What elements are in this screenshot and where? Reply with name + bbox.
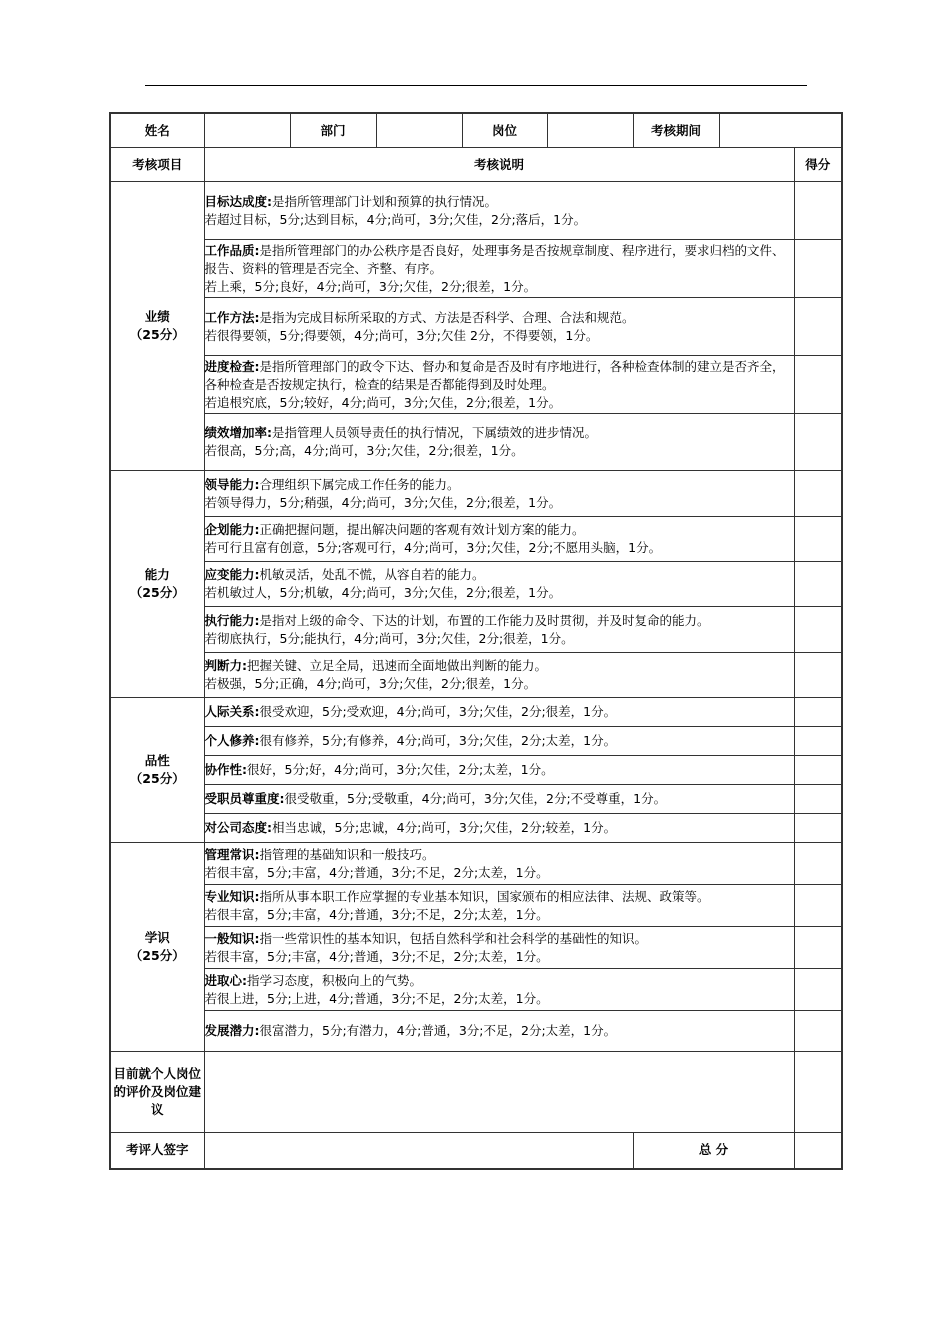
criterion-key: 执行能力: <box>204 612 260 628</box>
score-cell[interactable] <box>794 471 842 517</box>
criterion-key: 企划能力: <box>204 522 260 537</box>
evaluation-field[interactable] <box>204 1052 794 1133</box>
score-cell[interactable] <box>794 698 842 727</box>
period-field[interactable] <box>719 113 842 148</box>
criterion-definition: 合理组织下属完成工作任务的能力。 <box>259 476 460 492</box>
total-label: 总 分 <box>633 1133 794 1169</box>
criterion-key: 绩效增加率: <box>204 425 272 440</box>
criterion-definition: 很有修养，5分;有修养，4分;尚可，3分;欠佳，2分;太差，1分。 <box>259 733 617 748</box>
category-character <box>110 698 204 843</box>
criterion-key: 管理常识: <box>204 846 260 862</box>
criterion-key: 人际关系: <box>204 704 260 719</box>
column-header-row <box>110 148 842 182</box>
criterion-definition: 把握关键、立足全局，迅速而全面地做出判断的能力。 <box>247 658 548 673</box>
appraisal-form <box>109 112 843 1170</box>
criterion-scale: 若很丰富，5分;丰富，4分;普通，3分;不足，2分;太差，1分。 <box>204 906 549 922</box>
criterion-key: 协作性: <box>204 762 247 777</box>
category-name: 学识 <box>144 930 170 945</box>
footer-row <box>110 1133 842 1169</box>
total-score-cell[interactable] <box>794 1133 842 1169</box>
score-cell[interactable] <box>794 653 842 698</box>
criterion-description <box>204 653 794 698</box>
criterion-row <box>110 927 842 969</box>
criterion-row <box>110 240 842 298</box>
category-name: 品性 <box>144 753 170 768</box>
criterion-scale: 若超过目标，5分;达到目标，4分;尚可，3分;欠佳，2分;落后，1分。 <box>204 211 587 227</box>
criterion-key: 进度检查: <box>204 358 260 374</box>
criterion-row <box>110 785 842 814</box>
criterion-definition: 指所从事本职工作应掌握的专业基本知识，国家颁布的相应法律、法规、政策等。 <box>259 888 710 904</box>
criterion-description <box>204 814 794 843</box>
criterion-description <box>204 562 794 607</box>
criterion-scale: 若机敏过人，5分;机敏，4分;尚可，3分;欠佳，2分;很差，1分。 <box>204 585 562 600</box>
criterion-key: 专业知识: <box>204 888 260 904</box>
score-cell[interactable] <box>794 562 842 607</box>
criterion-definition: 很富潜力，5分;有潜力，4分;普通，3分;不足，2分;太差，1分。 <box>259 1023 617 1038</box>
criterion-row <box>110 517 842 562</box>
criterion-definition: 是指为完成目标所采取的方式、方法是否科学、合理、合法和规范。 <box>259 309 635 325</box>
criterion-description <box>204 182 794 240</box>
evaluation-label: 目前就个人岗位的评价及岗位建议 <box>110 1052 204 1133</box>
criterion-key: 对公司态度: <box>204 820 272 835</box>
criterion-row <box>110 756 842 785</box>
score-cell[interactable] <box>794 356 842 414</box>
criterion-key: 工作品质: <box>204 242 260 258</box>
score-cell[interactable] <box>794 414 842 471</box>
category-ability <box>110 471 204 698</box>
criterion-scale: 若很高，5分;高，4分;尚可，3分;欠佳，2分;很差，1分。 <box>204 443 524 458</box>
info-row <box>110 113 842 148</box>
criterion-definition: 是指管理人员领导责任的执行情况，下属绩效的进步情况。 <box>272 425 598 440</box>
score-cell[interactable] <box>794 814 842 843</box>
criterion-row <box>110 727 842 756</box>
criterion-description <box>204 240 794 298</box>
score-cell[interactable] <box>794 927 842 969</box>
criterion-scale: 若可行且富有创意，5分;客观可行，4分;尚可，3分;欠佳，2分;不愿用头脑，1分。 <box>204 540 662 555</box>
criterion-row <box>110 653 842 698</box>
score-cell[interactable] <box>794 298 842 356</box>
criterion-definition: 很好，5分;好，4分;尚可，3分;欠佳，2分;太差，1分。 <box>247 762 554 777</box>
category-points: （25分） <box>129 327 185 342</box>
criterion-row <box>110 414 842 471</box>
criterion-key: 个人修养: <box>204 733 260 748</box>
criterion-key: 发展潜力: <box>204 1023 260 1038</box>
criterion-definition: 是指所管理部门的办公秩序是否良好，处理事务是否按规章制度、程序进行，要求归档的文件、报告、资料的管理是否完全、齐整、有序。 <box>204 242 785 276</box>
criterion-description <box>204 298 794 356</box>
criterion-scale: 若彻底执行，5分;能执行，4分;尚可，3分;欠佳，2分;很差，1分。 <box>204 630 574 646</box>
criterion-row <box>110 298 842 356</box>
period-label: 考核期间 <box>633 113 719 148</box>
score-cell[interactable] <box>794 843 842 885</box>
criterion-definition: 机敏灵活，处乱不慌，从容自若的能力。 <box>259 567 485 582</box>
criterion-description <box>204 756 794 785</box>
criterion-key: 目标达成度: <box>204 193 272 209</box>
signature-label: 考评人签字 <box>110 1133 204 1169</box>
criterion-row <box>110 562 842 607</box>
criterion-row <box>110 356 842 414</box>
criterion-definition: 正确把握问题，提出解决问题的客观有效计划方案的能力。 <box>259 522 585 537</box>
score-cell[interactable] <box>794 240 842 298</box>
criterion-key: 应变能力: <box>204 567 260 582</box>
criterion-description <box>204 607 794 653</box>
col-header-item: 考核项目 <box>110 148 204 182</box>
criterion-description <box>204 356 794 414</box>
category-knowledge <box>110 843 204 1052</box>
top-rule <box>145 85 807 86</box>
criterion-definition: 指管理的基础知识和一般技巧。 <box>259 846 435 862</box>
criterion-scale: 若很得要领，5分;得要领，4分;尚可，3分;欠佳 2分，不得要领，1分。 <box>204 327 599 343</box>
criterion-description <box>204 471 794 517</box>
criterion-row <box>110 885 842 927</box>
criterion-scale: 若领导得力，5分;稍强，4分;尚可，3分;欠佳，2分;很差，1分。 <box>204 494 562 510</box>
category-name: 业绩 <box>144 309 170 324</box>
criterion-description <box>204 414 794 471</box>
criterion-scale: 若极强，5分;正确，4分;尚可，3分;欠佳，2分;很差，1分。 <box>204 676 537 691</box>
criterion-scale: 若很上进，5分;上进，4分;普通，3分;不足，2分;太差，1分。 <box>204 990 549 1006</box>
criterion-scale: 若很丰富，5分;丰富，4分;普通，3分;不足，2分;太差，1分。 <box>204 948 549 964</box>
criterion-row <box>110 843 842 885</box>
score-cell[interactable] <box>794 785 842 814</box>
criterion-definition: 是指对上级的命令、下达的计划，布置的工作能力及时贯彻，并及时复命的能力。 <box>259 612 710 628</box>
evaluation-score-cell[interactable] <box>794 1052 842 1133</box>
criterion-description <box>204 698 794 727</box>
criterion-definition: 很受敬重，5分;受敬重，4分;尚可，3分;欠佳，2分;不受尊重，1分。 <box>284 791 667 806</box>
category-points: （25分） <box>129 585 185 600</box>
criterion-definition: 相当忠诚，5分;忠诚，4分;尚可，3分;欠佳，2分;较差，1分。 <box>272 820 617 835</box>
position-label: 岗位 <box>462 113 547 148</box>
criterion-row <box>110 182 842 240</box>
criterion-definition: 是指所管理部门的政令下达、督办和复命是否及时有序地进行，各种检查体制的建立是否齐全，各种检查是否按规定执行，检查的结果是否都能得到及时处理。 <box>204 358 785 392</box>
col-header-score: 得分 <box>794 148 842 182</box>
category-points: （25分） <box>129 948 185 963</box>
evaluation-row <box>110 1052 842 1133</box>
criterion-scale: 若追根究底，5分;较好，4分;尚可，3分;欠佳，2分;很差，1分。 <box>204 394 562 410</box>
criterion-row <box>110 607 842 653</box>
criterion-definition: 指一些常识性的基本知识，包括自然科学和社会科学的基础性的知识。 <box>259 930 648 946</box>
criterion-description <box>204 1011 794 1052</box>
criterion-key: 受职员尊重度: <box>204 791 285 806</box>
criterion-key: 领导能力: <box>204 476 260 492</box>
name-field[interactable] <box>204 113 290 148</box>
score-cell[interactable] <box>794 517 842 562</box>
category-points: （25分） <box>129 771 185 786</box>
criterion-description <box>204 517 794 562</box>
score-cell[interactable] <box>794 969 842 1011</box>
criterion-definition: 很受欢迎，5分;受欢迎，4分;尚可，3分;欠佳，2分;很差，1分。 <box>259 704 617 719</box>
position-field[interactable] <box>547 113 633 148</box>
score-cell[interactable] <box>794 727 842 756</box>
category-name: 能力 <box>144 567 170 582</box>
score-cell[interactable] <box>794 756 842 785</box>
score-cell[interactable] <box>794 182 842 240</box>
criterion-description <box>204 885 794 927</box>
criterion-description <box>204 727 794 756</box>
criterion-description <box>204 785 794 814</box>
criterion-key: 判断力: <box>204 658 247 673</box>
criterion-row <box>110 698 842 727</box>
dept-field[interactable] <box>376 113 462 148</box>
criterion-row <box>110 471 842 517</box>
name-label: 姓名 <box>110 113 204 148</box>
criterion-key: 进取心: <box>204 972 247 988</box>
col-header-description: 考核说明 <box>204 148 794 182</box>
criterion-row <box>110 814 842 843</box>
criterion-scale: 若很丰富，5分;丰富，4分;普通，3分;不足，2分;太差，1分。 <box>204 864 549 880</box>
dept-label: 部门 <box>290 113 376 148</box>
score-cell[interactable] <box>794 1011 842 1052</box>
criterion-definition: 指学习态度，积极向上的气势。 <box>247 972 423 988</box>
score-cell[interactable] <box>794 607 842 653</box>
criterion-description <box>204 843 794 885</box>
score-cell[interactable] <box>794 885 842 927</box>
criterion-key: 一般知识: <box>204 930 260 946</box>
signature-field[interactable] <box>204 1133 633 1169</box>
criterion-description <box>204 969 794 1011</box>
criterion-row <box>110 969 842 1011</box>
criterion-scale: 若上乘，5分;良好，4分;尚可，3分;欠佳，2分;很差，1分。 <box>204 278 537 294</box>
category-performance <box>110 182 204 471</box>
criterion-description <box>204 927 794 969</box>
criterion-key: 工作方法: <box>204 309 260 325</box>
criterion-definition: 是指所管理部门计划和预算的执行情况。 <box>272 193 498 209</box>
criterion-row <box>110 1011 842 1052</box>
